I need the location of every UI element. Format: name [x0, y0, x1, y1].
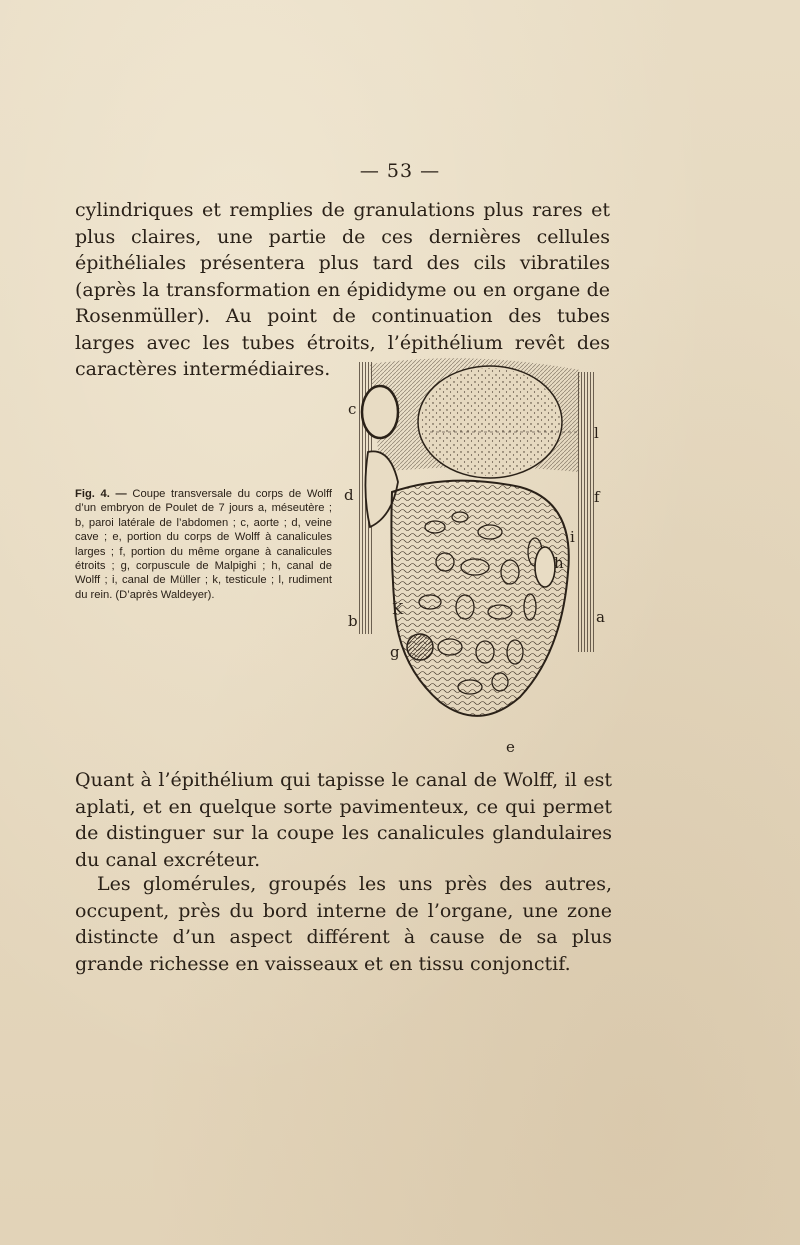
figure-letter-e: e — [506, 738, 515, 756]
figure-letter-g: g — [390, 643, 400, 661]
wolff-body — [391, 481, 568, 716]
figure-letter-f: f — [594, 488, 600, 506]
paragraph-2: Quant à l’épithélium qui tapisse le canal de Wolff, il est aplati, et en quelque sorte pavimenteux, ce qui permet de distinguer sur la coupe les canalicules glandulaires du canal excréteur. — [75, 769, 612, 871]
paragraph-1: cylindriques et remplies de granulations plus rares et plus claires, une partie de ces dernières cellules épithéliales présentera plus tard des cils vibratiles (après la transformation en épididyme ou en organe de Rosenmüller). Au point de continuation des tubes larges avec les tubes étroits, l’épithélium revêt des caractères intermédiaires. — [75, 199, 610, 380]
figure-caption — [75, 487, 332, 602]
figure-label: Fig. 4. — — [75, 488, 127, 500]
figure-letter-l: l — [594, 424, 599, 442]
wolff-canal — [535, 547, 555, 587]
figure-letter-d: d — [344, 486, 354, 504]
paragraph-3: Les glomérules, groupés les uns près des autres, occupent, près du bord interne de l’organe, une zone distincte d’un aspect différent à cause de sa plus grande richesse en vaisseaux et en tissu conjonctif. — [75, 873, 612, 975]
figure-letter-b: b — [348, 612, 358, 630]
figure-letter-h: h — [554, 554, 564, 572]
figure-caption-text: Coupe transversale du corps de Wolff d’un embryon de Poulet de 7 jours a, méseutère ; b, paroi latérale de l’abdomen ; c, aorte ; d, veine cave ; e, portion du corps de Wolff à canalicules larges ; f, portion du même organe à canalicules étroits ; g, corpuscule de Malpighi ; h, canal de Wolff ; i, canal de Müller ; k, testicule ; l, rudiment du rein. (D’après Waldeyer). — [75, 488, 332, 601]
malpighi-corpuscle — [407, 634, 433, 660]
figure-letter-c: c — [348, 400, 357, 418]
aorta — [362, 386, 398, 438]
wolff-body-engraving — [340, 352, 610, 757]
figure-letter-a: a — [596, 608, 605, 626]
page-number: — 53 — — [359, 160, 441, 182]
figure-letter-i: i — [570, 528, 575, 546]
figure-letter-K: K — [392, 600, 404, 618]
